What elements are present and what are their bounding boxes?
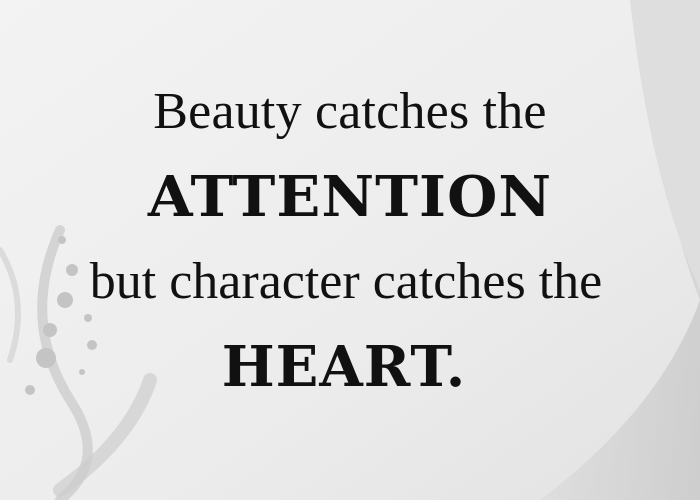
quote-line-3: but character catches the	[89, 253, 603, 310]
quote-emphasis-attention: ATTENTION	[147, 164, 553, 230]
quote-emphasis-heart: HEART.	[221, 334, 467, 400]
quote-line-1: Beauty catches the	[153, 83, 547, 140]
